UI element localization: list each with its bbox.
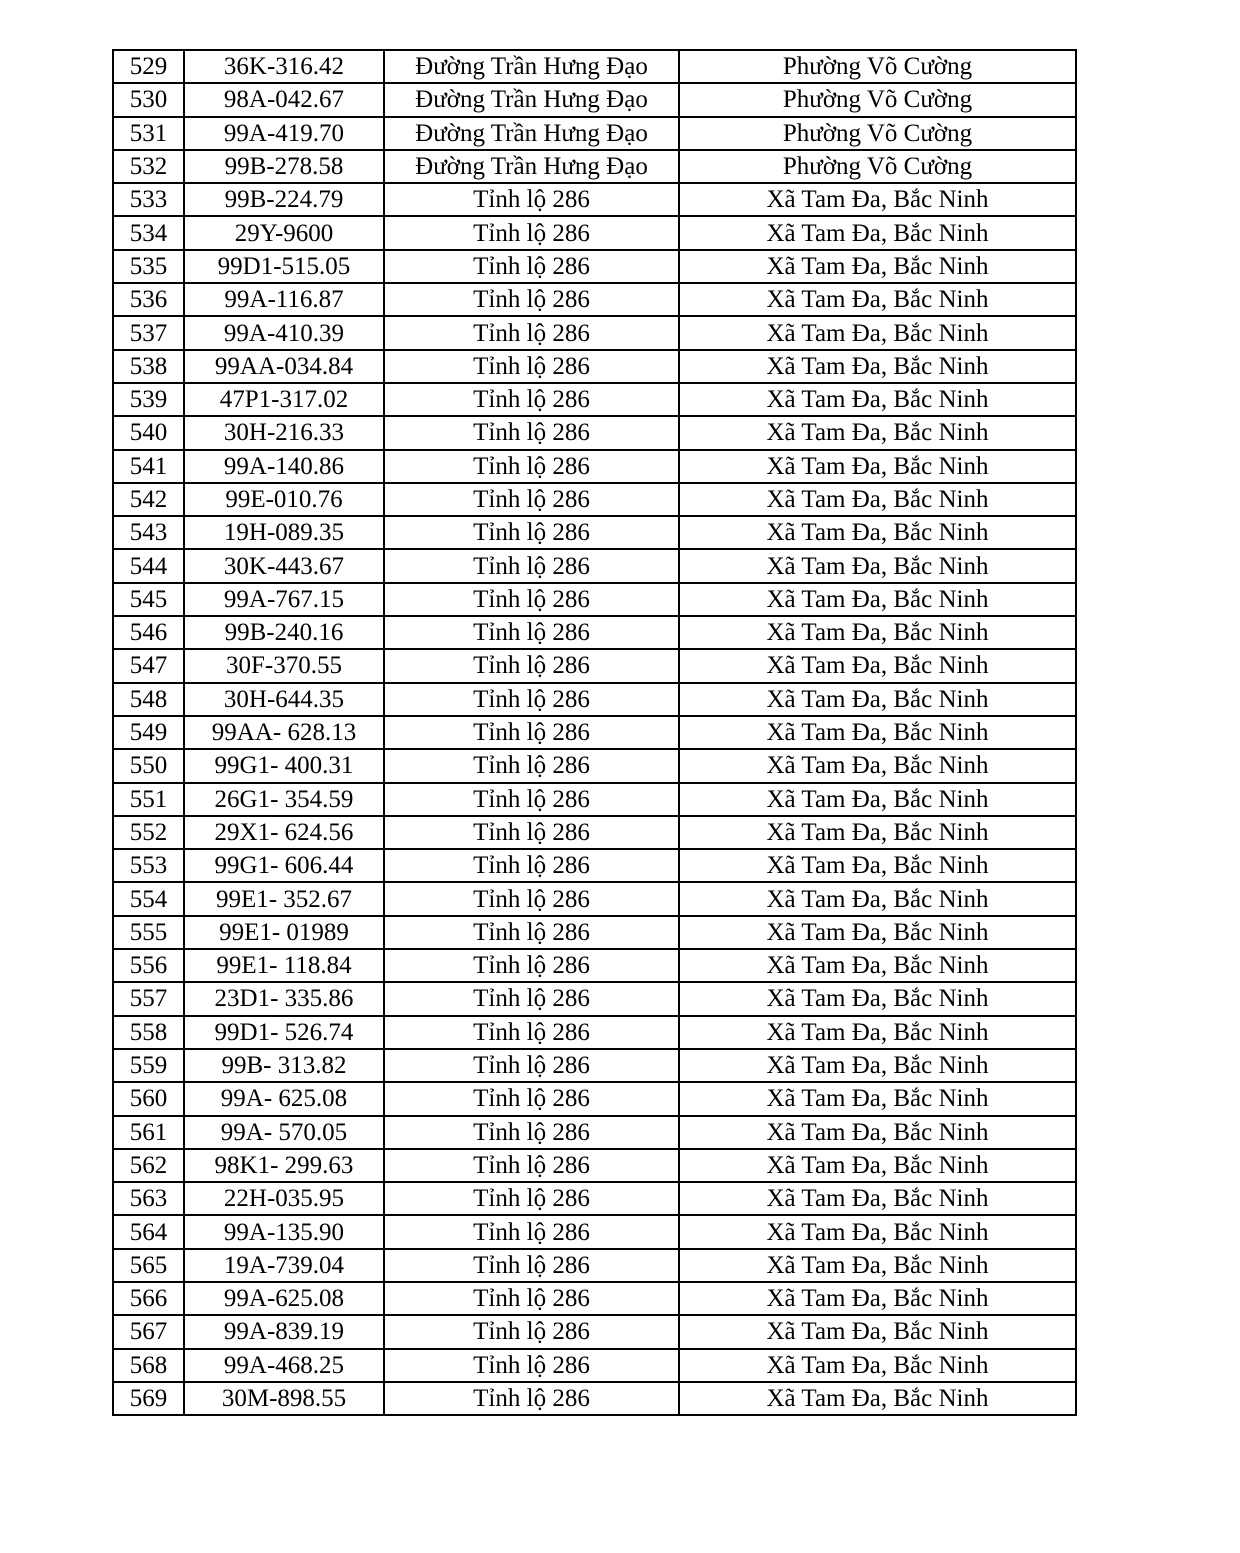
location-cell: Xã Tam Đa, Bắc Ninh — [679, 1049, 1076, 1082]
row-number-cell: 564 — [113, 1215, 184, 1248]
table-row — [113, 982, 1076, 1015]
table-row — [113, 216, 1076, 249]
license-plate-cell: 99A-410.39 — [184, 316, 384, 349]
table-row — [113, 383, 1076, 416]
row-number-cell: 532 — [113, 150, 184, 183]
row-number-cell: 545 — [113, 583, 184, 616]
location-cell: Xã Tam Đa, Bắc Ninh — [679, 350, 1076, 383]
license-plate-cell: 36K-316.42 — [184, 50, 384, 83]
license-plate-cell: 99A-468.25 — [184, 1349, 384, 1382]
license-plate-cell: 99AA- 628.13 — [184, 716, 384, 749]
license-plate-cell: 22H-035.95 — [184, 1182, 384, 1215]
location-cell: Xã Tam Đa, Bắc Ninh — [679, 749, 1076, 782]
road-cell: Tỉnh lộ 286 — [384, 1315, 679, 1348]
table-row — [113, 450, 1076, 483]
road-cell: Tỉnh lộ 286 — [384, 1149, 679, 1182]
table-row — [113, 83, 1076, 116]
table-row — [113, 1182, 1076, 1215]
violation-table — [112, 49, 1077, 1416]
location-cell: Xã Tam Đa, Bắc Ninh — [679, 683, 1076, 716]
road-cell: Tỉnh lộ 286 — [384, 1215, 679, 1248]
table-row — [113, 150, 1076, 183]
row-number-cell: 538 — [113, 350, 184, 383]
table-row — [113, 716, 1076, 749]
table-row — [113, 783, 1076, 816]
row-number-cell: 551 — [113, 783, 184, 816]
license-plate-cell: 30M-898.55 — [184, 1382, 384, 1415]
location-cell: Xã Tam Đa, Bắc Ninh — [679, 716, 1076, 749]
row-number-cell: 558 — [113, 1016, 184, 1049]
license-plate-cell: 99A-839.19 — [184, 1315, 384, 1348]
license-plate-cell: 99B-278.58 — [184, 150, 384, 183]
license-plate-cell: 30H-216.33 — [184, 416, 384, 449]
location-cell: Phường Võ Cường — [679, 150, 1076, 183]
license-plate-cell: 99B-224.79 — [184, 183, 384, 216]
road-cell: Tỉnh lộ 286 — [384, 849, 679, 882]
license-plate-cell: 99AA-034.84 — [184, 350, 384, 383]
license-plate-cell: 99D1- 526.74 — [184, 1016, 384, 1049]
table-row — [113, 1149, 1076, 1182]
license-plate-cell: 30F-370.55 — [184, 649, 384, 682]
location-cell: Xã Tam Đa, Bắc Ninh — [679, 549, 1076, 582]
license-plate-cell: 99E-010.76 — [184, 483, 384, 516]
road-cell: Tỉnh lộ 286 — [384, 183, 679, 216]
table-row — [113, 1349, 1076, 1382]
road-cell: Tỉnh lộ 286 — [384, 1016, 679, 1049]
road-cell: Tỉnh lộ 286 — [384, 982, 679, 1015]
license-plate-cell: 99B-240.16 — [184, 616, 384, 649]
license-plate-cell: 29Y-9600 — [184, 216, 384, 249]
table-row — [113, 1215, 1076, 1248]
row-number-cell: 543 — [113, 516, 184, 549]
row-number-cell: 546 — [113, 616, 184, 649]
license-plate-cell: 30H-644.35 — [184, 683, 384, 716]
row-number-cell: 562 — [113, 1149, 184, 1182]
license-plate-cell: 99B- 313.82 — [184, 1049, 384, 1082]
row-number-cell: 530 — [113, 83, 184, 116]
table-row — [113, 683, 1076, 716]
location-cell: Xã Tam Đa, Bắc Ninh — [679, 516, 1076, 549]
row-number-cell: 566 — [113, 1282, 184, 1315]
license-plate-cell: 19A-739.04 — [184, 1249, 384, 1282]
location-cell: Xã Tam Đa, Bắc Ninh — [679, 1249, 1076, 1282]
license-plate-cell: 98K1- 299.63 — [184, 1149, 384, 1182]
row-number-cell: 529 — [113, 50, 184, 83]
road-cell: Tỉnh lộ 286 — [384, 1349, 679, 1382]
row-number-cell: 565 — [113, 1249, 184, 1282]
location-cell: Xã Tam Đa, Bắc Ninh — [679, 183, 1076, 216]
table-row — [113, 283, 1076, 316]
row-number-cell: 542 — [113, 483, 184, 516]
license-plate-cell: 26G1- 354.59 — [184, 783, 384, 816]
row-number-cell: 547 — [113, 649, 184, 682]
row-number-cell: 537 — [113, 316, 184, 349]
table-row — [113, 50, 1076, 83]
road-cell: Tỉnh lộ 286 — [384, 1116, 679, 1149]
location-cell: Xã Tam Đa, Bắc Ninh — [679, 416, 1076, 449]
table-row — [113, 549, 1076, 582]
road-cell: Tỉnh lộ 286 — [384, 216, 679, 249]
license-plate-cell: 23D1- 335.86 — [184, 982, 384, 1015]
road-cell: Tỉnh lộ 286 — [384, 516, 679, 549]
table-row — [113, 316, 1076, 349]
road-cell: Tỉnh lộ 286 — [384, 716, 679, 749]
row-number-cell: 550 — [113, 749, 184, 782]
road-cell: Tỉnh lộ 286 — [384, 1082, 679, 1115]
table-row — [113, 616, 1076, 649]
license-plate-cell: 99E1- 01989 — [184, 916, 384, 949]
table-row — [113, 1082, 1076, 1115]
road-cell: Tỉnh lộ 286 — [384, 416, 679, 449]
row-number-cell: 554 — [113, 882, 184, 915]
location-cell: Xã Tam Đa, Bắc Ninh — [679, 283, 1076, 316]
location-cell: Xã Tam Đa, Bắc Ninh — [679, 616, 1076, 649]
row-number-cell: 561 — [113, 1116, 184, 1149]
road-cell: Đường Trần Hưng Đạo — [384, 117, 679, 150]
row-number-cell: 531 — [113, 117, 184, 150]
road-cell: Tỉnh lộ 286 — [384, 483, 679, 516]
table-row — [113, 117, 1076, 150]
road-cell: Tỉnh lộ 286 — [384, 816, 679, 849]
location-cell: Xã Tam Đa, Bắc Ninh — [679, 250, 1076, 283]
table-row — [113, 416, 1076, 449]
location-cell: Xã Tam Đa, Bắc Ninh — [679, 316, 1076, 349]
table-row — [113, 749, 1076, 782]
location-cell: Xã Tam Đa, Bắc Ninh — [679, 783, 1076, 816]
location-cell: Xã Tam Đa, Bắc Ninh — [679, 949, 1076, 982]
license-plate-cell: 99E1- 352.67 — [184, 882, 384, 915]
road-cell: Tỉnh lộ 286 — [384, 949, 679, 982]
table-row — [113, 882, 1076, 915]
road-cell: Tỉnh lộ 286 — [384, 316, 679, 349]
location-cell: Xã Tam Đa, Bắc Ninh — [679, 483, 1076, 516]
license-plate-cell: 98A-042.67 — [184, 83, 384, 116]
license-plate-cell: 99E1- 118.84 — [184, 949, 384, 982]
table-row — [113, 350, 1076, 383]
row-number-cell: 552 — [113, 816, 184, 849]
row-number-cell: 555 — [113, 916, 184, 949]
license-plate-cell: 99A-625.08 — [184, 1282, 384, 1315]
license-plate-cell: 99D1-515.05 — [184, 250, 384, 283]
location-cell: Xã Tam Đa, Bắc Ninh — [679, 583, 1076, 616]
row-number-cell: 541 — [113, 450, 184, 483]
location-cell: Xã Tam Đa, Bắc Ninh — [679, 816, 1076, 849]
location-cell: Xã Tam Đa, Bắc Ninh — [679, 383, 1076, 416]
road-cell: Tỉnh lộ 286 — [384, 583, 679, 616]
row-number-cell: 563 — [113, 1182, 184, 1215]
table-row — [113, 1249, 1076, 1282]
road-cell: Tỉnh lộ 286 — [384, 1049, 679, 1082]
table-row — [113, 1382, 1076, 1415]
location-cell: Xã Tam Đa, Bắc Ninh — [679, 649, 1076, 682]
table-body — [113, 50, 1076, 1415]
row-number-cell: 536 — [113, 283, 184, 316]
row-number-cell: 559 — [113, 1049, 184, 1082]
table-row — [113, 183, 1076, 216]
license-plate-cell: 99A-116.87 — [184, 283, 384, 316]
row-number-cell: 557 — [113, 982, 184, 1015]
road-cell: Tỉnh lộ 286 — [384, 882, 679, 915]
license-plate-cell: 47P1-317.02 — [184, 383, 384, 416]
road-cell: Tỉnh lộ 286 — [384, 649, 679, 682]
road-cell: Tỉnh lộ 286 — [384, 749, 679, 782]
row-number-cell: 535 — [113, 250, 184, 283]
road-cell: Tỉnh lộ 286 — [384, 1182, 679, 1215]
license-plate-cell: 19H-089.35 — [184, 516, 384, 549]
location-cell: Xã Tam Đa, Bắc Ninh — [679, 882, 1076, 915]
row-number-cell: 534 — [113, 216, 184, 249]
road-cell: Tỉnh lộ 286 — [384, 1249, 679, 1282]
location-cell: Xã Tam Đa, Bắc Ninh — [679, 982, 1076, 1015]
location-cell: Xã Tam Đa, Bắc Ninh — [679, 1382, 1076, 1415]
location-cell: Xã Tam Đa, Bắc Ninh — [679, 1315, 1076, 1348]
license-plate-cell: 29X1- 624.56 — [184, 816, 384, 849]
row-number-cell: 568 — [113, 1349, 184, 1382]
table-row — [113, 916, 1076, 949]
license-plate-cell: 99A-767.15 — [184, 583, 384, 616]
row-number-cell: 548 — [113, 683, 184, 716]
row-number-cell: 560 — [113, 1082, 184, 1115]
table-row — [113, 1116, 1076, 1149]
road-cell: Tỉnh lộ 286 — [384, 283, 679, 316]
table-row — [113, 1016, 1076, 1049]
road-cell: Tỉnh lộ 286 — [384, 450, 679, 483]
road-cell: Tỉnh lộ 286 — [384, 250, 679, 283]
row-number-cell: 539 — [113, 383, 184, 416]
road-cell: Tỉnh lộ 286 — [384, 383, 679, 416]
license-plate-cell: 99A- 625.08 — [184, 1082, 384, 1115]
license-plate-cell: 99A-419.70 — [184, 117, 384, 150]
table-row — [113, 483, 1076, 516]
row-number-cell: 533 — [113, 183, 184, 216]
location-cell: Xã Tam Đa, Bắc Ninh — [679, 1149, 1076, 1182]
location-cell: Xã Tam Đa, Bắc Ninh — [679, 1082, 1076, 1115]
row-number-cell: 553 — [113, 849, 184, 882]
table-row — [113, 949, 1076, 982]
location-cell: Xã Tam Đa, Bắc Ninh — [679, 450, 1076, 483]
row-number-cell: 540 — [113, 416, 184, 449]
location-cell: Xã Tam Đa, Bắc Ninh — [679, 1215, 1076, 1248]
table-row — [113, 1315, 1076, 1348]
location-cell: Xã Tam Đa, Bắc Ninh — [679, 216, 1076, 249]
location-cell: Xã Tam Đa, Bắc Ninh — [679, 1282, 1076, 1315]
location-cell: Xã Tam Đa, Bắc Ninh — [679, 916, 1076, 949]
road-cell: Tỉnh lộ 286 — [384, 549, 679, 582]
road-cell: Tỉnh lộ 286 — [384, 916, 679, 949]
row-number-cell: 556 — [113, 949, 184, 982]
road-cell: Đường Trần Hưng Đạo — [384, 83, 679, 116]
road-cell: Tỉnh lộ 286 — [384, 350, 679, 383]
row-number-cell: 569 — [113, 1382, 184, 1415]
location-cell: Phường Võ Cường — [679, 117, 1076, 150]
road-cell: Tỉnh lộ 286 — [384, 616, 679, 649]
table-row — [113, 516, 1076, 549]
road-cell: Tỉnh lộ 286 — [384, 1382, 679, 1415]
table-row — [113, 849, 1076, 882]
location-cell: Phường Võ Cường — [679, 83, 1076, 116]
row-number-cell: 544 — [113, 549, 184, 582]
table-row — [113, 1282, 1076, 1315]
road-cell: Tỉnh lộ 286 — [384, 1282, 679, 1315]
road-cell: Tỉnh lộ 286 — [384, 783, 679, 816]
location-cell: Xã Tam Đa, Bắc Ninh — [679, 1116, 1076, 1149]
license-plate-cell: 99G1- 400.31 — [184, 749, 384, 782]
license-plate-cell: 30K-443.67 — [184, 549, 384, 582]
license-plate-cell: 99A-135.90 — [184, 1215, 384, 1248]
row-number-cell: 549 — [113, 716, 184, 749]
road-cell: Đường Trần Hưng Đạo — [384, 150, 679, 183]
road-cell: Đường Trần Hưng Đạo — [384, 50, 679, 83]
location-cell: Xã Tam Đa, Bắc Ninh — [679, 1349, 1076, 1382]
location-cell: Xã Tam Đa, Bắc Ninh — [679, 849, 1076, 882]
location-cell: Xã Tam Đa, Bắc Ninh — [679, 1016, 1076, 1049]
row-number-cell: 567 — [113, 1315, 184, 1348]
location-cell: Xã Tam Đa, Bắc Ninh — [679, 1182, 1076, 1215]
table-row — [113, 1049, 1076, 1082]
table-row — [113, 250, 1076, 283]
road-cell: Tỉnh lộ 286 — [384, 683, 679, 716]
license-plate-cell: 99A-140.86 — [184, 450, 384, 483]
license-plate-cell: 99G1- 606.44 — [184, 849, 384, 882]
table-row — [113, 649, 1076, 682]
table-row — [113, 583, 1076, 616]
license-plate-cell: 99A- 570.05 — [184, 1116, 384, 1149]
location-cell: Phường Võ Cường — [679, 50, 1076, 83]
table-row — [113, 816, 1076, 849]
